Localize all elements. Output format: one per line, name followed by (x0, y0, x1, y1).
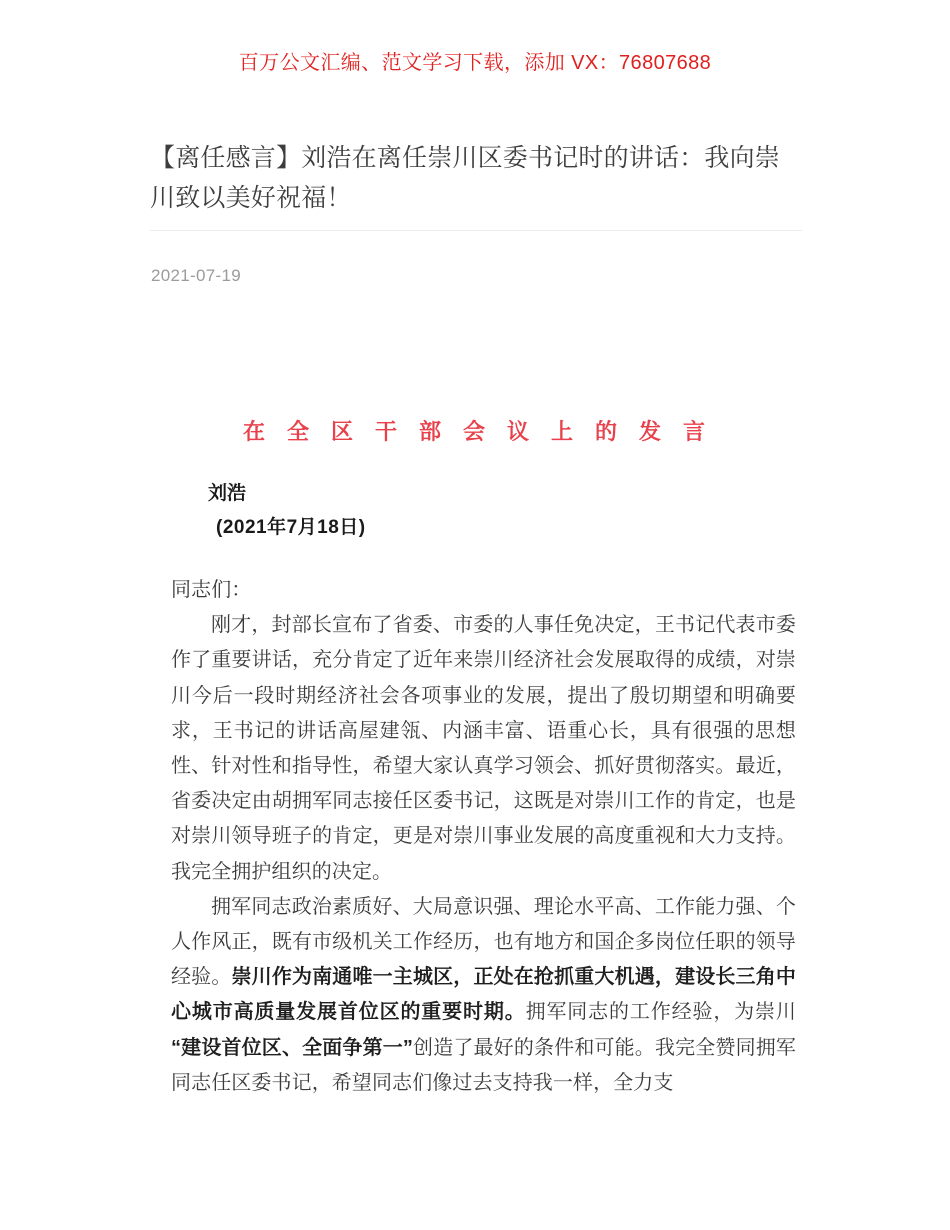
salutation: 同志们： (171, 579, 252, 601)
publish-date: 2021-07-19 (151, 266, 241, 285)
paragraph-list (171, 608, 796, 1101)
speech-author: 刘浩 (208, 483, 247, 504)
body-text: 拥军同志政治素质好、大局意识强、理论水平高、工作能力强、个人作风正，既有市级机关工作经历，也有地方和国企多岗位任职的领导经验。 (171, 895, 796, 989)
speech-heading: 在全区干部会议上的发言 (242, 419, 727, 444)
page-title: 【离任感言】刘浩在离任崇川区委书记时的讲话：我向崇川致以美好祝福！ (150, 144, 781, 212)
body-text: 创造了最好的条件和可能。我完全赞同拥军同志任区委书记，希望同志们像过去支持我一样，全力支 (171, 1036, 796, 1094)
promo-banner (0, 48, 950, 78)
emphasis-text: 崇川作为南通唯一主城区，正处在抢抓重大机遇，建设长三角中心城市高质量发展首位区的重要时期。 (171, 966, 796, 1024)
speech-text (150, 545, 796, 1101)
article-header (150, 138, 802, 218)
promo-banner-text: 百万公文汇编、范文学习下载，添加 VX：76807688 (238, 52, 712, 74)
body-text: 刚才，封部长宣布了省委、市委的人事任免决定，王书记代表市委作了重要讲话，充分肯定了近年来崇川经济社会发展取得的成绩，对崇川今后一段时期经济社会各项事业的发展，提出了殷切期望和明确要求，王书记的讲话高屋建瓴、内涵丰富、语重心长，具有很强的思想性、针对性和指导性，希望大家认真学习领会、抓好贯彻落实。最近，省委决定由胡拥军同志接任区委书记，这既是对崇川工作的肯定，也是对崇川领导班子的肯定，更是对崇川事业发展的高度重视和大力支持。我完全拥护组织的决定。 (171, 614, 796, 883)
body-text: 拥军同志的工作经验，为崇川 (525, 1001, 796, 1024)
paragraph (171, 890, 796, 1101)
speech-date: (2021年7月18日) (216, 517, 366, 538)
header-divider (150, 230, 802, 231)
paragraph (171, 608, 796, 890)
emphasis-text: “建设首位区、全面争第一” (171, 1036, 413, 1059)
document-body (150, 415, 798, 1101)
